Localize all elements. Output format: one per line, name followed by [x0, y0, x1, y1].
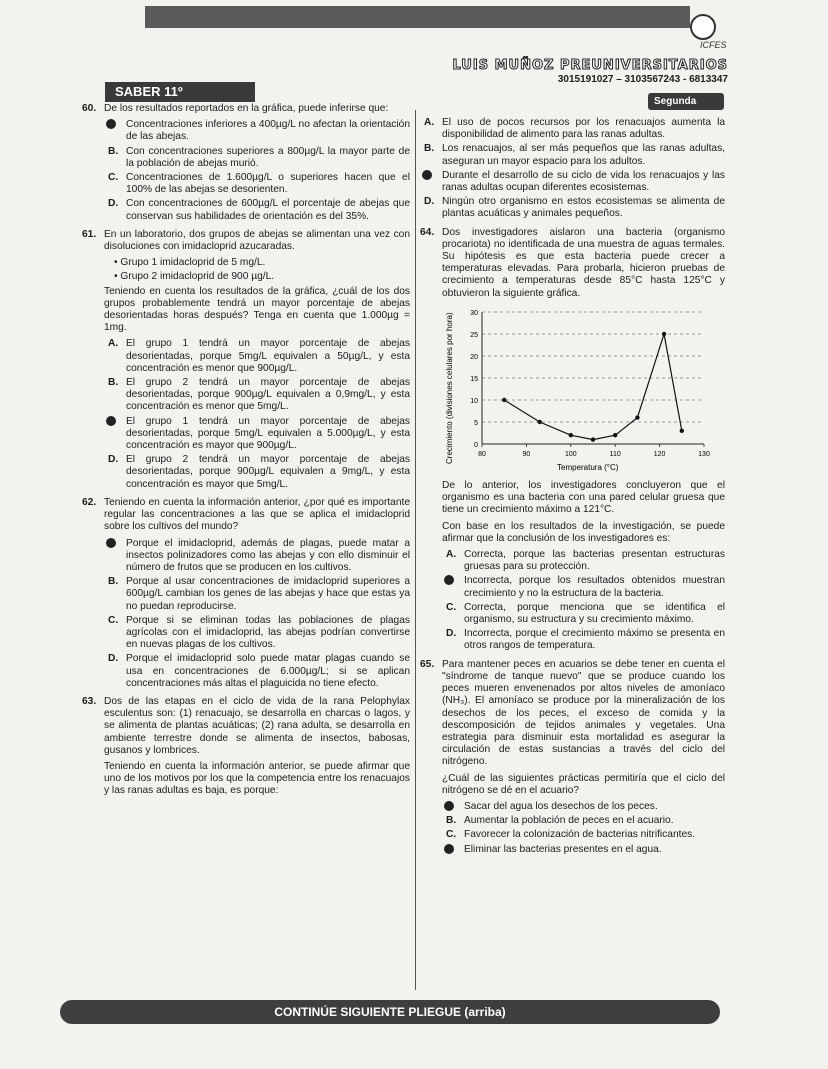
chart-data-point — [680, 428, 684, 432]
marked-answer-icon — [106, 538, 116, 548]
question-intro: En un laboratorio, dos grupos de abejas se alimentan una vez con disoluciones con imidacloprid azucaradas. — [104, 228, 410, 253]
icfes-logo-text: ICFES — [700, 40, 727, 50]
chart-xtick-label: 120 — [653, 450, 666, 458]
chart-data-point — [502, 398, 506, 402]
top-banner — [145, 6, 690, 28]
chart-ytick-label: 5 — [474, 419, 478, 427]
question-number: 60. — [82, 103, 97, 114]
marked-answer-icon — [444, 801, 454, 811]
option[interactable]: Eliminar las bacterias presentes en el agua. — [442, 844, 725, 856]
marked-answer-icon — [444, 844, 454, 854]
option[interactable]: Porque el imidacloprid, además de plagas, puede matar a insectos polinizadores como las abejas y con ello disminuir el número de frutos que se producen en los cultivos. — [104, 538, 410, 575]
question-number: 62. — [82, 496, 97, 508]
question-63-options — [420, 117, 725, 221]
chart-ytick-label: 25 — [470, 331, 478, 339]
marked-answer-icon — [422, 170, 432, 180]
marked-answer-icon — [106, 119, 116, 129]
option[interactable]: B. Los renacuajos, al ser más pequeños que las ranas adultas, aseguran un mayor espacio para los adultos. — [424, 143, 725, 167]
option[interactable]: A. El grupo 1 tendrá un mayor porcentaje de abejas desorientadas, porque 5mg/L equivalen a 50µg/L, y esta concentración es menor que 900µg/L. — [108, 338, 410, 374]
option[interactable]: Concentraciones inferiores a 400µg/L no afectan la orientación de las abejas. — [104, 119, 410, 143]
option[interactable]: B. Aumentar la población de peces en el acuario. — [446, 815, 674, 827]
question-number: 63. — [82, 695, 97, 707]
chart-ytick-label: 20 — [470, 353, 478, 361]
question-stem: Teniendo en cuenta la información anterior, se puede afirmar que uno de los motivos por los que la competencia entre los renacuajos y las ranas adultas es baja, es porque: — [104, 760, 410, 797]
question-intro: Dos de las etapas en el ciclo de vida de la rana Pelophylax esculentus son: (1) renacuajo, se desarrolla en charcas o lagos, y se alimenta de plantas acuáticas; (2) rana adulta, se desarrolla en ambiente terrestre donde se alimenta de insectos, babosas, gusanos y lombrices. — [104, 695, 410, 756]
left-column — [82, 103, 410, 804]
question-64 — [420, 227, 725, 653]
option[interactable]: A. Correcta, porque las bacterias presentan estructuras gruesas para su protección. — [446, 549, 725, 573]
chart-data-point — [538, 420, 542, 424]
question-stem: Con base en los resultados de la investigación, se puede afirmar que la conclusión de los investigadores es: — [442, 520, 725, 544]
question-62 — [82, 497, 410, 690]
question-conclusion: De lo anterior, los investigadores concluyeron que el organismo es una bacteria con una pared celular gruesa que tiene un crecimiento máximo a 121°C. — [442, 480, 725, 516]
option[interactable]: D. Incorrecta, porque el crecimiento máximo se presenta en otros rangos de temperatura. — [446, 628, 725, 652]
chart-xtick-label: 100 — [564, 450, 577, 458]
option[interactable]: Sacar del agua los desechos de los peces. — [442, 801, 725, 813]
session-badge: Segunda — [648, 93, 724, 110]
chart-xtick-label: 90 — [522, 450, 531, 458]
option[interactable]: C. Porque si se eliminan todas las poblaciones de plagas agrícolas con el imidacloprid, las abejas podrían convertirse en nuevas plagas de los cultivos. — [108, 614, 410, 651]
column-divider — [415, 110, 416, 990]
question-stem: ¿Cuál de las siguientes prácticas permitiría que el ciclo del nitrógeno se dé en el acuario? — [442, 772, 725, 796]
question-number: 65. — [420, 658, 435, 670]
question-61 — [82, 229, 410, 491]
exam-title: SABER 11º — [105, 82, 255, 102]
chart-data-point — [569, 433, 573, 437]
option[interactable]: B. Con concentraciones superiores a 800µg/L la mayor parte de la población de abejas murió. — [108, 145, 410, 169]
chart-xtick-label: 110 — [609, 450, 621, 458]
brand-phones: 3015191027 – 3103567243 - 6813347 — [557, 74, 728, 85]
question-stem: De los resultados reportados en la gráfica, puede inferirse que: — [104, 103, 389, 114]
option[interactable]: C. Correcta, porque menciona que se identifica el organismo, su estructura y su crecimiento máximo. — [446, 601, 725, 626]
question-intro: Para mantener peces en acuarios se debe tener en cuenta el "síndrome de tanque nuevo" que se produce cuando los peces mueren envenenados por altos niveles de amoníaco (NH₃). El amoníaco se produce por la mineralización de los desechos de los peces, el exceso de comida y la descomposición de tejidos animales y vegetales. Una estrategia para disminuir esta mortalidad es asegurar la circulación de estas sustancias a través del ciclo del nitrógeno. — [442, 658, 725, 768]
chart-data-point — [635, 415, 639, 419]
question-intro: Dos investigadores aislaron una bacteria (organismo procariota) no identificada de una muestra de aguas termales. Su hipótesis es que esta bacteria puede crecer a temperaturas elevadas. Para probarla, hicieron pruebas de crecimiento a temperaturas desde 85°C hasta 125°C y obtuvieron la siguiente gráfica. — [442, 226, 725, 299]
growth-chart — [442, 304, 725, 478]
group-2: • Grupo 2 imidacloprid de 900 µg/L. — [114, 271, 275, 283]
question-stem: Teniendo en cuenta los resultados de la gráfica, ¿cuál de los dos grupos probablemente tendrá un mayor porcentaje de abejas desorientadas horas después? Tenga en cuenta que 1.000µg = 1mg. — [104, 285, 410, 334]
option[interactable]: B. El grupo 2 tendrá un mayor porcentaje de abejas desorientadas, porque 900µg/L equivalen a 0,9mg/L, y esta concentración es menor que 5mg/L. — [108, 377, 410, 413]
question-stem: Teniendo en cuenta la información anterior, ¿por qué es importante regular las concentraciones a las que se aplica el imidacloprid sobre los cultivos del mundo? — [104, 496, 410, 533]
option[interactable]: D. Ningún otro organismo en estos ecosistemas se alimenta de plantas acuáticas y animales pequeños. — [424, 196, 725, 220]
option[interactable]: D. Con concentraciones de 600µg/L el porcentaje de abejas que conservan sus habilidades de orientación es del 35%. — [108, 198, 410, 222]
chart-ytick-label: 30 — [470, 309, 478, 317]
question-number: 64. — [420, 226, 435, 238]
chart-svg — [442, 304, 712, 474]
chart-data-point — [591, 437, 595, 441]
footer-banner[interactable]: CONTINÚE SIGUIENTE PLIEGUE (arriba) — [60, 1000, 720, 1024]
brand-title: LUIS MUÑOZ PREUNIVERSITARIOS — [452, 58, 728, 73]
chart-ytick-label: 10 — [470, 397, 478, 405]
option[interactable]: El grupo 1 tendrá un mayor porcentaje de abejas desorientadas, porque 5mg/L equivalen a 5.000µg/L, y esta concentración es mayor que 900µg/L. — [104, 416, 410, 453]
question-65 — [420, 659, 725, 856]
chart-xtick-label: 80 — [478, 450, 486, 458]
option[interactable]: C. Favorecer la colonización de bacterias nitrificantes. — [446, 829, 696, 841]
option[interactable]: A. El uso de pocos recursos por los renacuajos aumenta la disponibilidad de alimento para las ranas adultas. — [424, 117, 725, 141]
marked-answer-icon — [106, 416, 116, 426]
chart-data-point — [662, 332, 666, 336]
question-63 — [82, 696, 410, 798]
question-60 — [82, 103, 410, 223]
chart-xlabel: Temperatura (°C) — [557, 462, 619, 472]
chart-ylabel: Crecimiento (divisiones celulares por hora) — [445, 312, 454, 464]
question-number: 61. — [82, 228, 97, 240]
group-1: • Grupo 1 imidacloprid de 5 mg/L. — [114, 257, 266, 269]
chart-data-point — [613, 433, 617, 437]
chart-ytick-label: 15 — [470, 375, 478, 383]
option[interactable]: Durante el desarrollo de su ciclo de vida los renacuajos y las ranas adultas ocupan diferentes ecosistemas. — [420, 170, 725, 194]
option[interactable]: C. Concentraciones de 1.600µg/L o superiores hacen que el 100% de las abejas se desorienten. — [108, 172, 410, 196]
option[interactable]: D. Porque el imidacloprid solo puede matar plagas cuando se usa en concentraciones de 6.000µg/L; si se aplican concentraciones más altas el plaguicida no tiene efecto. — [108, 653, 410, 689]
option[interactable]: Incorrecta, porque los resultados obtenidos muestran crecimiento y no la estructura de la bacteria. — [442, 575, 725, 599]
chart-ytick-label: 0 — [474, 441, 478, 449]
right-column — [420, 115, 725, 862]
chart-series-line — [504, 334, 682, 440]
icfes-logo-icon — [690, 14, 716, 40]
option[interactable]: B. Porque al usar concentraciones de imidacloprid superiores a 600µg/L cambian los genes de las abejas y hace que estas ya no puedan reproducirse. — [108, 576, 410, 612]
option[interactable]: D. El grupo 2 tendrá un mayor porcentaje de abejas desorientadas, porque 900µg/L equivalen a 9mg/L, y esta concentración es mayor que 5mg/L. — [108, 454, 410, 490]
marked-answer-icon — [444, 575, 454, 585]
chart-xtick-label: 130 — [698, 450, 710, 458]
